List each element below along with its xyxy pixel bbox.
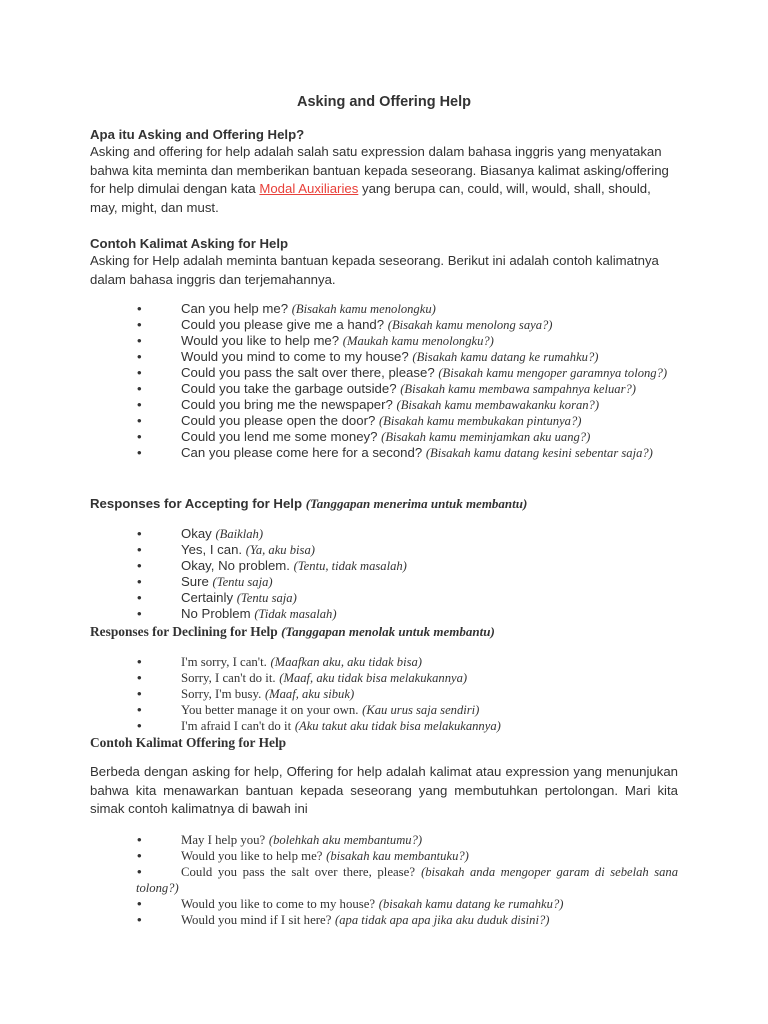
item-translation: (Bisakah kamu membukakan pintunya?) [378, 414, 582, 428]
list-item [90, 526, 678, 542]
offering-line-3: simak contoh kalimatnya di bawah ini [90, 801, 308, 816]
item-translation: (Tentu saja) [236, 591, 297, 605]
declining-list [90, 654, 678, 734]
item-text: I'm afraid I can't do it [181, 719, 292, 733]
bullet-icon: • [137, 445, 142, 460]
list-item [90, 912, 678, 928]
item-translation: (Maaf, aku tidak bisa melakukannya) [279, 671, 468, 685]
intro-line-3-before: for help dimulai dengan kata [90, 181, 260, 196]
item-text: Would you mind to come to my house? [181, 349, 409, 364]
asking-line-2: dalam bahasa inggris dan terjemahannya. [90, 271, 336, 287]
item-translation: (Maafkan aku, aku tidak bisa) [270, 655, 422, 669]
item-translation: (Tentu saja) [212, 575, 273, 589]
declining-heading-text: Responses for Declining for Help [90, 624, 278, 639]
intro-line-4: may, might, dan must. [90, 199, 219, 215]
offering-list [90, 832, 678, 928]
offering-section [90, 734, 678, 751]
item-translation: (Bisakah kamu meminjamkan aku uang?) [381, 430, 591, 444]
bullet-icon: • [137, 526, 142, 541]
item-text: May I help you? [181, 833, 266, 847]
item-translation: (apa tidak apa apa jika aku duduk disini?) [335, 913, 550, 927]
list-item [90, 445, 678, 461]
asking-section [90, 235, 678, 289]
list-item [90, 848, 678, 864]
list-item [90, 333, 678, 349]
list-item [90, 670, 678, 686]
bullet-icon: • [137, 686, 142, 701]
declining-section [90, 623, 678, 640]
item-text: Would you mind if I sit here? [181, 913, 332, 927]
item-translation: (Bisakah kamu membawa sampahnya keluar?) [400, 382, 636, 396]
item-translation: (Bisakah kamu menolongku) [291, 302, 436, 316]
offering-heading: Contoh Kalimat Offering for Help [90, 735, 287, 750]
accepting-list [90, 526, 678, 622]
list-item [90, 365, 678, 381]
bullet-icon: • [137, 413, 142, 428]
item-text: Would you like to help me? [181, 849, 323, 863]
item-translation: (Ya, aku bisa) [245, 543, 315, 557]
bullet-icon: • [137, 397, 142, 412]
list-item [90, 686, 678, 702]
list-item [90, 317, 678, 333]
item-text: Yes, I can. [181, 542, 243, 557]
item-text: Could you please give me a hand? [181, 317, 385, 332]
bullet-icon: • [137, 832, 142, 847]
item-text: Okay [181, 526, 212, 541]
item-translation: (Bisakah kamu mengoper garamnya tolong?) [438, 366, 668, 380]
item-translation: (Bisakah kamu datang ke rumahku?) [412, 350, 599, 364]
intro-line-2: bahwa kita meminta dan memberikan bantuan kepada seseorang. Biasanya kalimat asking/offering [90, 162, 669, 178]
bullet-icon: • [137, 590, 142, 605]
item-text: Sorry, I'm busy. [181, 687, 262, 701]
item-translation: (Kau urus saja sendiri) [362, 703, 480, 717]
page-title: Asking and Offering Help [296, 94, 471, 110]
list-item [90, 590, 678, 606]
list-item [90, 864, 678, 896]
list-item [90, 413, 678, 429]
list-item [90, 301, 678, 317]
item-translation: (bisakah kamu datang ke rumahku?) [378, 897, 564, 911]
offering-paragraph [90, 763, 678, 819]
accepting-heading-text: Responses for Accepting for Help [90, 496, 303, 511]
item-translation: (Maukah kamu menolongku?) [342, 334, 494, 348]
asking-heading: Contoh Kalimat Asking for Help [90, 236, 289, 251]
intro-section [90, 126, 678, 217]
item-text: Could you take the garbage outside? [181, 381, 397, 396]
item-text: Can you help me? [181, 301, 289, 316]
asking-line-1: Asking for Help adalah meminta bantuan kepada seseorang. Berikut ini adalah contoh kalimatnya [90, 253, 659, 268]
item-text: Could you please open the door? [181, 413, 376, 428]
list-item [90, 429, 678, 445]
bullet-icon: • [137, 574, 142, 589]
bullet-icon: • [137, 365, 142, 380]
accepting-section [90, 495, 678, 512]
item-text: Can you please come here for a second? [181, 445, 423, 460]
intro-line-3-after: yang berupa can, could, will, would, shall, should, [358, 181, 651, 196]
bullet-icon: • [137, 542, 142, 557]
declining-heading-translation: (Tanggapan menolak untuk membantu) [281, 624, 495, 639]
list-item [90, 542, 678, 558]
list-item [90, 381, 678, 397]
declining-heading [90, 623, 678, 640]
bullet-icon: • [137, 558, 142, 573]
item-text: Okay, No problem. [181, 558, 290, 573]
item-translation: (bolehkah aku membantumu?) [268, 833, 423, 847]
intro-heading: Apa itu Asking and Offering Help? [90, 127, 305, 142]
bullet-icon: • [137, 864, 142, 879]
bullet-icon: • [137, 333, 142, 348]
bullet-icon: • [137, 912, 142, 927]
list-item [90, 702, 678, 718]
bullet-icon: • [137, 848, 142, 863]
list-item [90, 397, 678, 413]
item-translation: (Bisakah kamu membawakanku koran?) [396, 398, 600, 412]
list-item [90, 606, 678, 622]
bullet-icon: • [137, 349, 142, 364]
item-text: You better manage it on your own. [181, 703, 359, 717]
intro-line-1: Asking and offering for help adalah salah satu expression dalam bahasa inggris yang menyatakan [90, 144, 662, 159]
bullet-icon: • [137, 896, 142, 911]
item-translation: (Maaf, aku sibuk) [264, 687, 355, 701]
list-item [90, 558, 678, 574]
item-text: Would you like to come to my house? [181, 897, 376, 911]
bullet-icon: • [137, 702, 142, 717]
item-translation: (Bisakah kamu menolong saya?) [387, 318, 553, 332]
item-text: Certainly [181, 590, 234, 605]
list-item [90, 896, 678, 912]
list-item [90, 574, 678, 590]
bullet-icon: • [137, 317, 142, 332]
item-text: Could you lend me some money? [181, 429, 378, 444]
item-translation: (Tidak masalah) [254, 607, 337, 621]
modal-auxiliaries-link[interactable]: Modal Auxiliaries [259, 181, 359, 196]
item-translation: (Baiklah) [215, 527, 264, 541]
list-item [90, 349, 678, 365]
bullet-icon: • [137, 301, 142, 316]
accepting-heading-translation: (Tanggapan menerima untuk membantu) [305, 496, 528, 511]
item-translation: (Bisakah kamu datang kesini sebentar saja?) [425, 446, 653, 460]
item-translation: (bisakah anda mengoper garam di sebelah sana tolong?) [136, 865, 678, 895]
list-item [90, 718, 678, 734]
item-text: Would you like to help me? [181, 333, 340, 348]
bullet-icon: • [137, 429, 142, 444]
bullet-icon: • [137, 718, 142, 733]
item-text: No Problem [181, 606, 251, 621]
item-translation: (Aku takut aku tidak bisa melakukannya) [294, 719, 501, 733]
item-text: Sure [181, 574, 209, 589]
list-item [90, 832, 678, 848]
item-translation: (bisakah kau membantuku?) [326, 849, 469, 863]
asking-list [90, 301, 678, 461]
accepting-heading [90, 495, 678, 512]
offering-line-2: bahwa kita menawarkan bantuan kepada seseorang yang membutuhkan pertolongan. Mari kita [90, 782, 678, 798]
list-item [90, 654, 678, 670]
bullet-icon: • [137, 654, 142, 669]
item-text: Could you bring me the newspaper? [181, 397, 393, 412]
bullet-icon: • [137, 381, 142, 396]
item-translation: (Tentu, tidak masalah) [293, 559, 407, 573]
item-text: I'm sorry, I can't. [181, 655, 267, 669]
bullet-icon: • [137, 606, 142, 621]
intro-line-3 [90, 180, 678, 199]
bullet-icon: • [137, 670, 142, 685]
item-text: Could you pass the salt over there, please? [181, 365, 435, 380]
offering-line-1: Berbeda dengan asking for help, Offering for help adalah kalimat atau expression yang menunjukan [90, 764, 678, 779]
item-text: Sorry, I can't do it. [181, 671, 276, 685]
item-text: Could you pass the salt over there, please? [181, 865, 416, 879]
